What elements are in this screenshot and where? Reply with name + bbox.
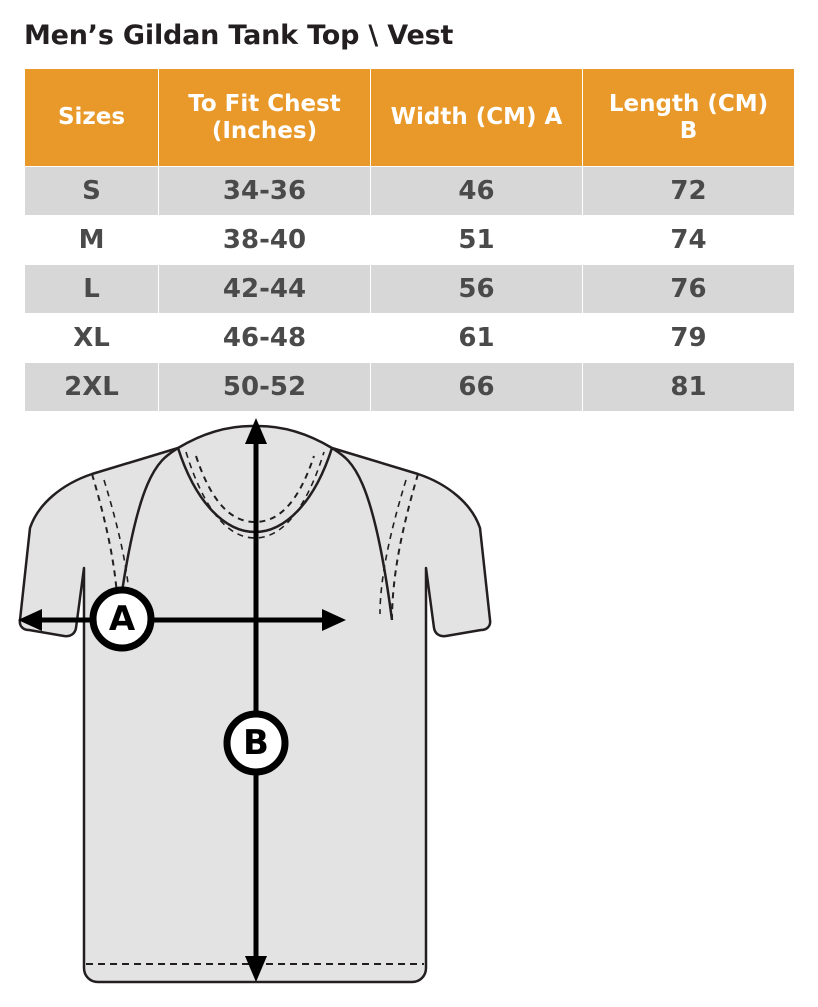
- table-header-row: [25, 69, 795, 167]
- cell-width: 56: [371, 265, 583, 314]
- column-header-chest: To Fit Chest (Inches): [159, 69, 371, 167]
- size-chart-table: [24, 68, 795, 412]
- table-body: [25, 167, 795, 412]
- cell-length: 79: [583, 314, 795, 363]
- cell-length: 76: [583, 265, 795, 314]
- width-marker-label: A: [108, 599, 136, 639]
- table-row: [25, 314, 795, 363]
- cell-width: 51: [371, 216, 583, 265]
- garment-diagram: [0, 408, 818, 1007]
- cell-length: 72: [583, 167, 795, 216]
- table-header: [25, 69, 795, 167]
- table-row: [25, 167, 795, 216]
- cell-size: XL: [25, 314, 159, 363]
- column-header-sizes: Sizes: [25, 69, 159, 167]
- cell-size: M: [25, 216, 159, 265]
- cell-chest: 34-36: [159, 167, 371, 216]
- cell-width: 46: [371, 167, 583, 216]
- page-title: Men’s Gildan Tank Top \ Vest: [24, 20, 454, 51]
- cell-chest: 50-52: [159, 363, 371, 412]
- cell-size: 2XL: [25, 363, 159, 412]
- column-header-length: Length (CM) B: [583, 69, 795, 167]
- cell-width: 66: [371, 363, 583, 412]
- column-header-width: Width (CM) A: [371, 69, 583, 167]
- table-row: [25, 216, 795, 265]
- cell-size: S: [25, 167, 159, 216]
- cell-chest: 38-40: [159, 216, 371, 265]
- cell-chest: 46-48: [159, 314, 371, 363]
- cell-length: 74: [583, 216, 795, 265]
- length-marker-label: B: [243, 723, 269, 763]
- cell-size: L: [25, 265, 159, 314]
- table-row: [25, 265, 795, 314]
- cell-width: 61: [371, 314, 583, 363]
- cell-length: 81: [583, 363, 795, 412]
- table-row: [25, 363, 795, 412]
- cell-chest: 42-44: [159, 265, 371, 314]
